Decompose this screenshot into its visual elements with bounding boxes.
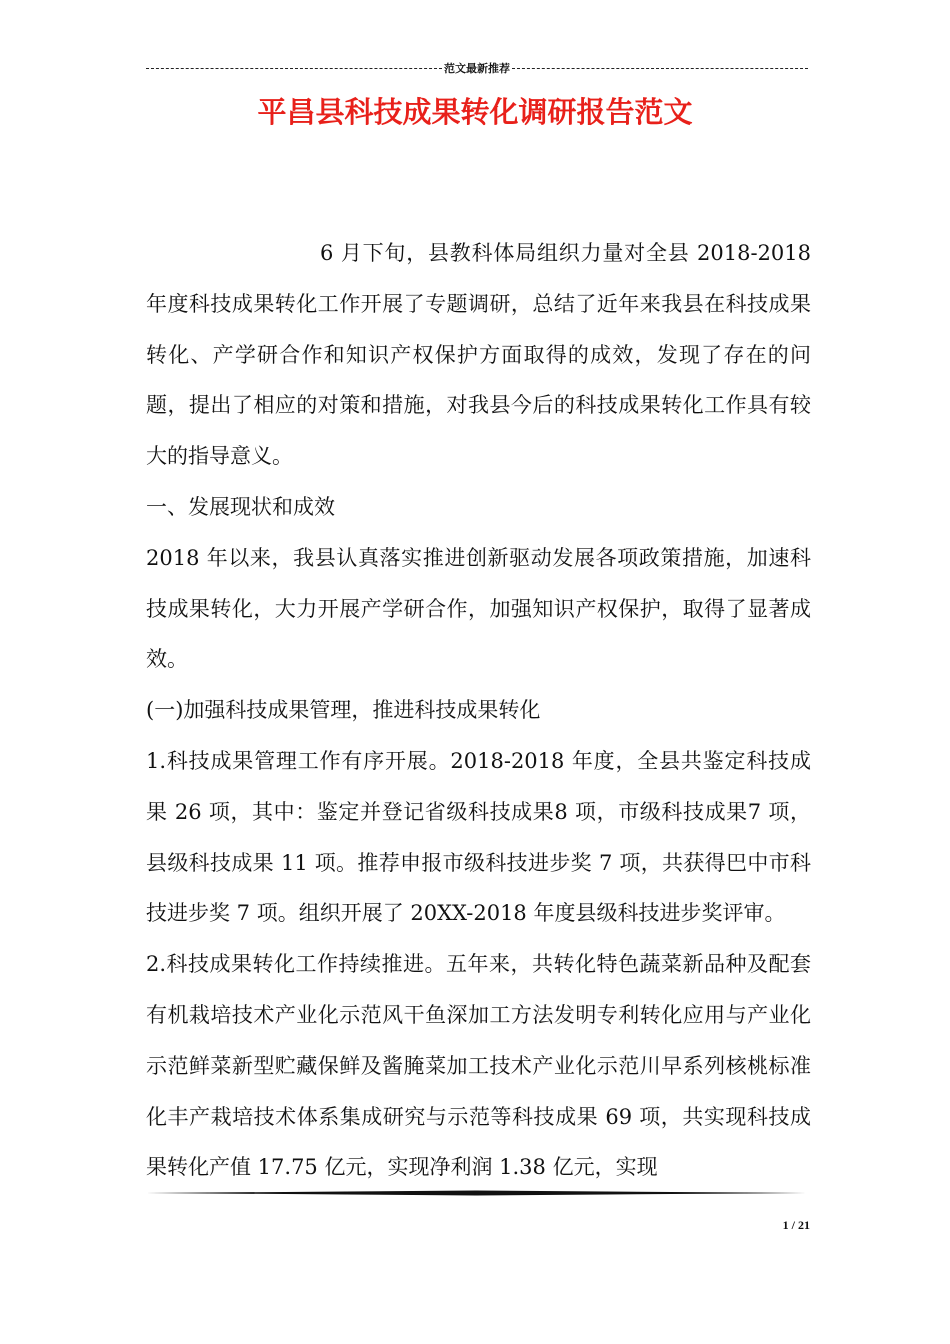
header-dash-right [512,68,808,69]
header-dash-left [146,68,442,69]
header-label: 范文最新推荐 [444,62,510,75]
subsection-heading: (一)加强科技成果管理，推进科技成果转化 [146,698,541,723]
document-title: 平昌县科技成果转化调研报告范文 [257,95,693,129]
page-number: 1 / 21 [782,1218,810,1232]
body-paragraph: 2.科技成果转化工作持续推进。五年来，共转化特色蔬菜新品种及配套有机栽培技术产业化示范风干鱼深加工方法发明专利转化应用与产业化示范鲜菜新型贮藏保鲜及酱腌菜加工技术产业化示范川早系列核桃标准化丰产栽培技术体系集成研究与示范等科技成果 69 项，共实现科技成果转化产值 17.75 亿元，实现净利润 1.38 亿元，实现 [146,952,811,1180]
document-body [146,228,811,1193]
footer-divider [146,1190,806,1196]
intro-paragraph: 6 月下旬，县教科体局组织力量对全县 2018-2018 年度科技成果转化工作开展了专题调研，总结了近年来我县在科技成果转化、产学研合作和知识产权保护方面取得的成效，发现了存在的问题，提出了相应的对策和措施，对我县今后的科技成果转化工作具有较大的指导意义。 [146,241,811,469]
section-heading: 一、发展现状和成效 [146,494,335,519]
page-header [146,60,808,76]
body-paragraph: 2018 年以来，我县认真落实推进创新驱动发展各项政策措施，加速科技成果转化，大力开展产学研合作，加强知识产权保护，取得了显著成效。 [146,545,811,672]
body-paragraph: 1.科技成果管理工作有序开展。2018-2018 年度，全县共鉴定科技成果 26 项，其中：鉴定并登记省级科技成果8 项，市级科技成果7 项，县级科技成果 11 项。推荐申报市级科技进步奖 7 项，共获得巴中市科技进步奖 7 项。组织开展了 20XX-2018 年度县级科技进步奖评审。 [146,748,811,926]
